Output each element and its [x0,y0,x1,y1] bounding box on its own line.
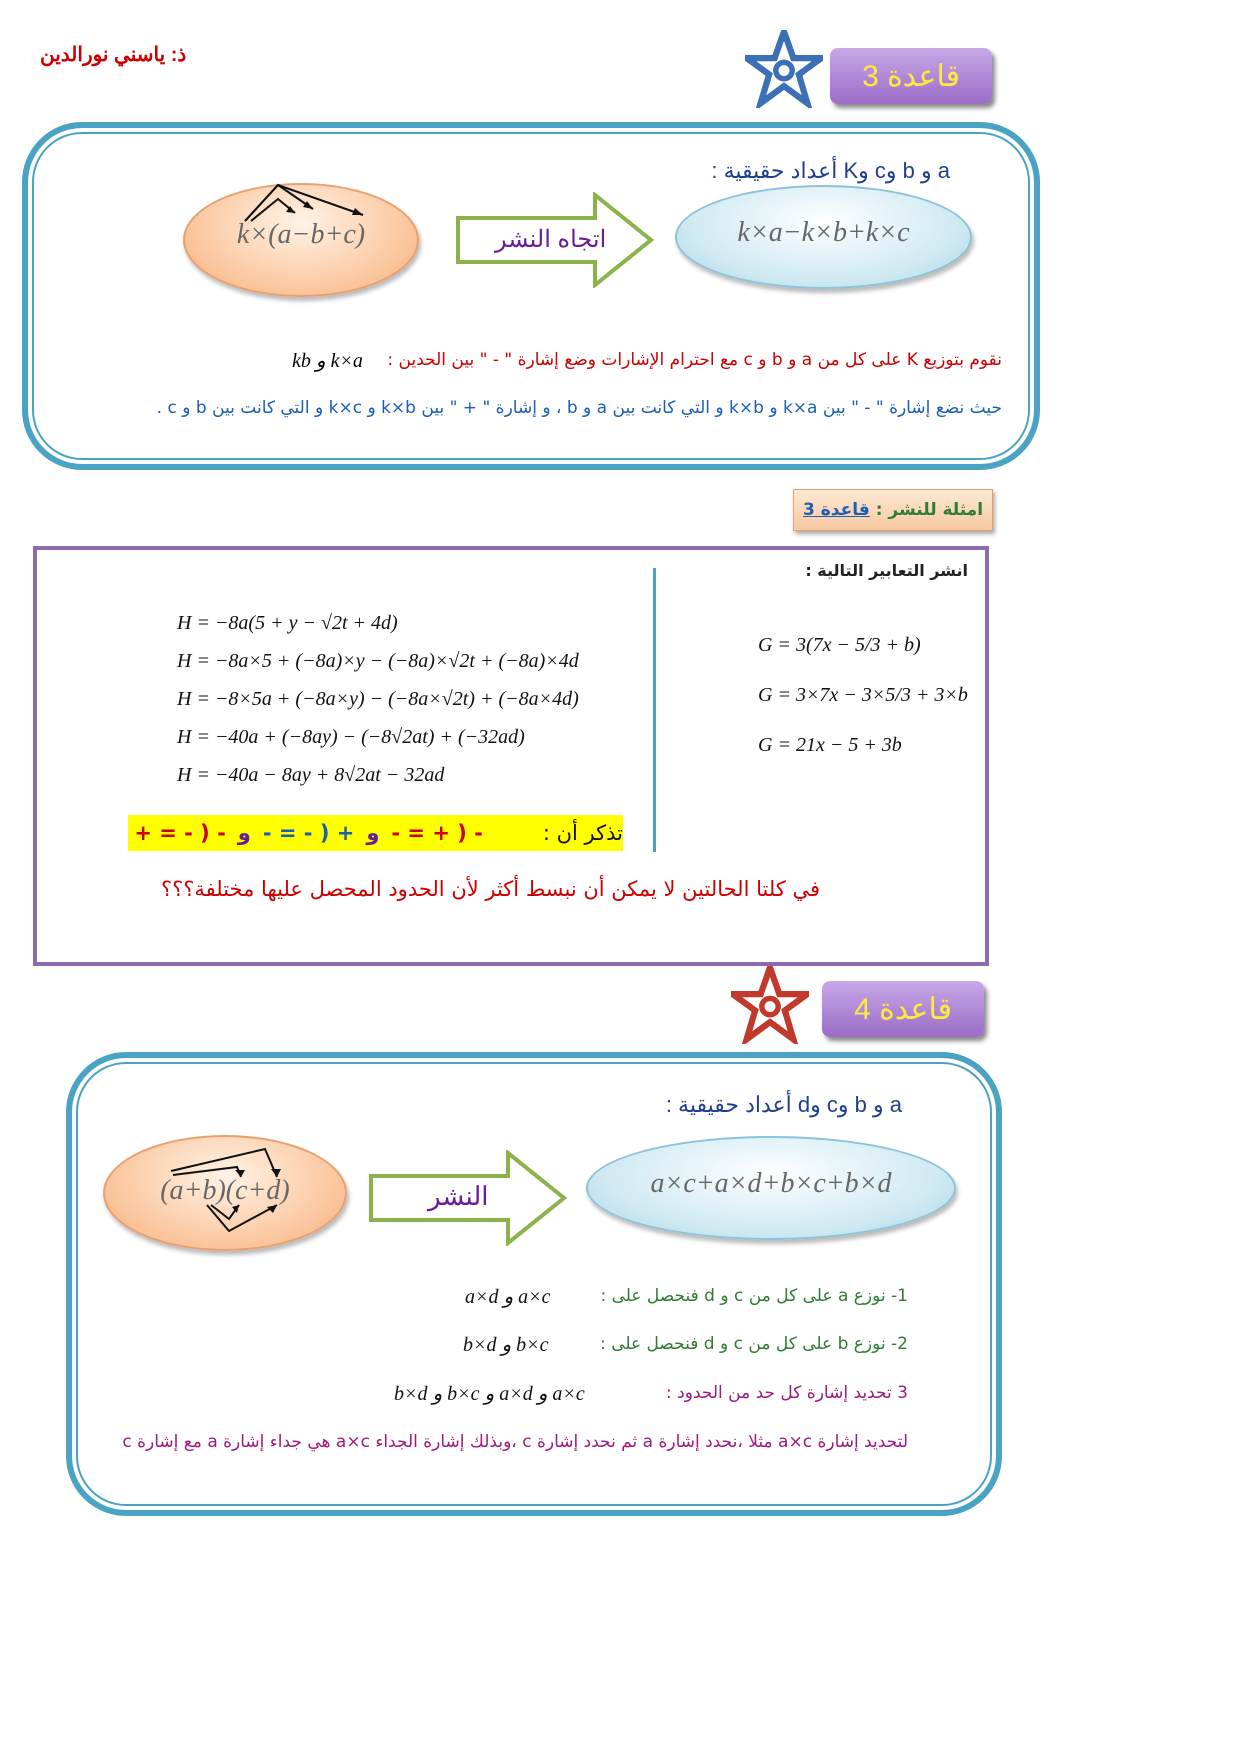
rule4-left-ellipse [103,1135,347,1251]
G-line-1: G = 3(7x − 5/3 + b) [758,634,921,656]
G-line-3: G = 21x − 5 + 3b [758,734,902,756]
rule4-intro: a و b وc وd أعداد حقيقية : [665,1092,902,1117]
rule3-left-ellipse [183,183,419,297]
examples-title-prefix: امثلة للنشر : [875,500,984,520]
H-line-4: H = −40a + (−8ay) − (−8√2at) + (−32ad) [177,726,525,748]
H-line-1: H = −8a(5 + y − √2t + 4d) [177,612,398,634]
author-name: ذ: ياسني نورالدين [40,44,187,66]
star-icon [745,30,823,108]
rule3-right-ellipse [675,185,972,289]
examples-divider [653,568,656,852]
rule4-right-expr: a×c+a×d+b×c+b×d [650,1168,892,1199]
rule4-step2-math: b×c و b×d [463,1334,549,1356]
rule3-line1 [387,350,1002,370]
rule4-step3: 3 تحديد إشارة كل حد من الحدود : [666,1383,908,1403]
rule3-intro: a و b وc وK أعداد حقيقية : [711,158,950,183]
rule3-tab [830,48,992,104]
G-line-2: G = 3×7x − 3×5/3 + 3×b [758,684,968,706]
remember-bar [128,815,623,851]
remember-rule-2: - = - ) + [262,821,355,845]
examples-question: في كلتا الحالتين لا يمكن أن نبسط أكثر لأن الحدود المحصل عليها مختلفة؟؟؟ [160,877,820,901]
H-block [177,604,579,794]
rule4-note: لتحديد إشارة a×c مثلا ،نحدد إشارة a ثم نحدد إشارة c ،وبذلك إشارة الجداء a×c هي جداء إشارة a مع إشارة c [122,1432,908,1452]
examples-title-box [793,489,993,531]
rule3-line1-math: k×a و kb [292,350,363,372]
rule4-tab-label: قاعدة 4 [854,992,952,1026]
remember-rule-1: - = + ) - [391,821,483,845]
distribution-arrows-icon [243,181,373,231]
remember-and-1: و [366,821,380,845]
rule4-arrow-label: النشر [428,1181,489,1211]
rule4-step2: 2- نوزع b على كل من c و d فنحصل على : [600,1334,908,1354]
rule4-tab [822,981,984,1037]
rule4-step1-math: a×c و a×d [465,1286,551,1308]
rule3-tab-label: قاعدة 3 [862,59,960,93]
examples-title-link[interactable]: قاعدة 3 [802,500,870,520]
remember-rule-3: + = - ) - [134,821,226,845]
rule4-step1: 1- نوزع a على كل من c و d فنحصل على : [600,1286,908,1306]
rule3-arrow-label: اتجاه النشر [495,226,607,253]
examples-instruction: انشر التعابير التالية : [805,561,968,580]
rule3-line2: حيث نضع إشارة " - " بين k×a و k×b و التي كانت بين a و b ، و إشارة " + " بين k×b و k×c و التي كانت بين b و c . [156,398,1002,418]
rule3-right-expr: k×a−k×b+k×c [737,217,910,248]
star-icon [731,966,809,1044]
H-line-2: H = −8a×5 + (−8a)×y − (−8a)×√2t + (−8a)×4d [177,650,579,672]
distribution-arrows-icon [167,1141,297,1237]
rule3-line1-text: نقوم بتوزيع K على كل من a و b و c مع احترام الإشارات وضع إشارة " - " بين الحدين : [387,350,1002,370]
rule4-right-ellipse [586,1136,956,1240]
G-block [758,620,968,770]
remember-label: تذكر أن : [542,821,623,845]
H-line-5: H = −40a − 8ay + 8√2at − 32ad [177,764,445,786]
rule4-left-expr: (a+b)(c+d) [160,1175,290,1206]
H-line-3: H = −8×5a + (−8a×y) − (−8a×√2t) + (−8a×4d) [177,688,579,710]
rule3-left-expr: k×(a−b+c) [236,219,366,250]
rule4-step3-math: a×c و a×d و b×c و b×d [394,1383,585,1405]
remember-and-2: و [237,821,251,845]
